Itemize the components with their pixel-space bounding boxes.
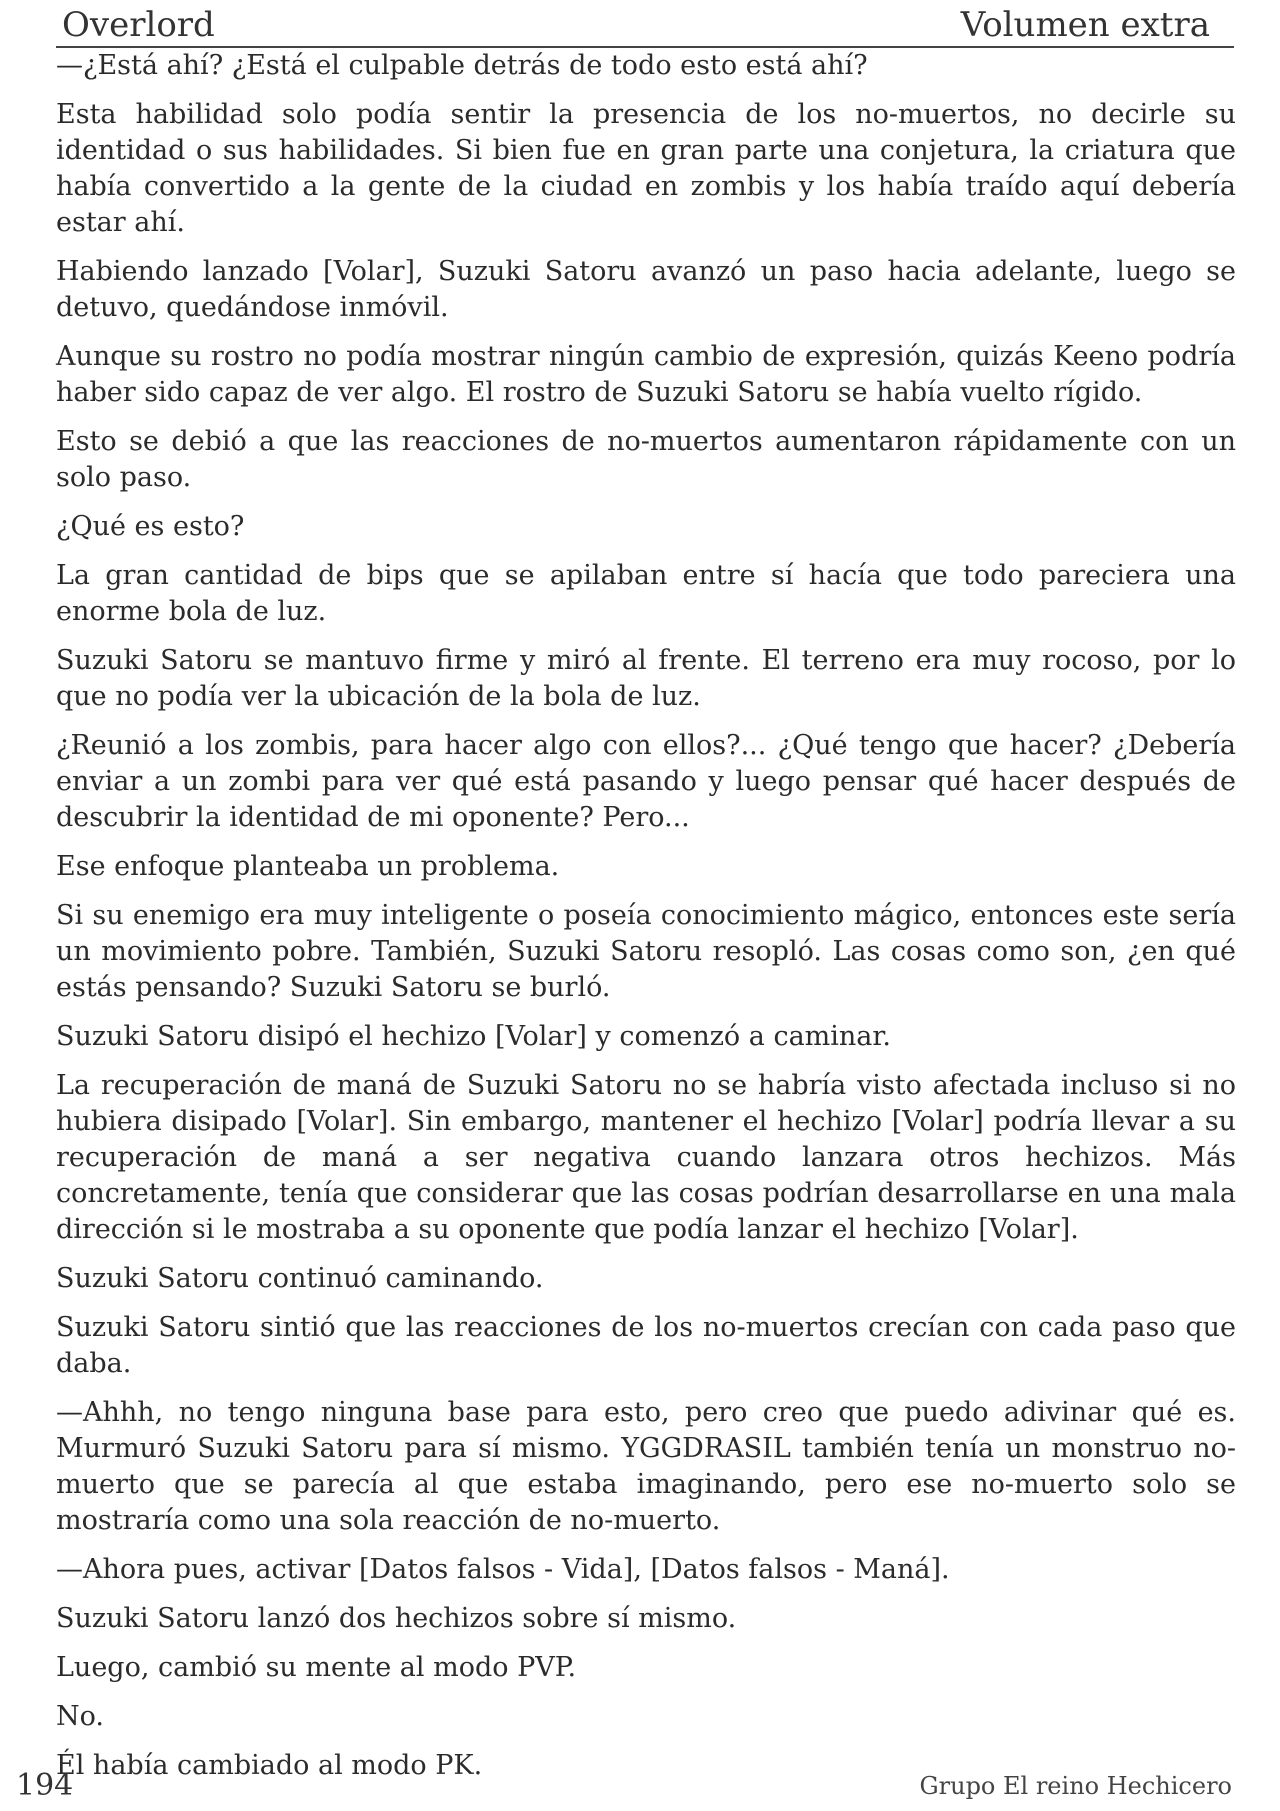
paragraph: Suzuki Satoru se mantuvo firme y miró al frente. El terreno era muy rocoso, por lo que no podía ver la ubicación de la bola de luz. bbox=[56, 645, 1236, 712]
paragraph: Suzuki Satoru sintió que las reacciones de los no-muertos crecían con cada paso que daba. bbox=[56, 1312, 1236, 1379]
translation-credit: Grupo El reino Hechicero bbox=[919, 1772, 1232, 1800]
paragraph: Luego, cambió su mente al modo PVP. bbox=[56, 1652, 577, 1683]
paragraph: La recuperación de maná de Suzuki Satoru no se habría visto afectada incluso si no hubiera disipado [Volar]. Sin embargo, mantener el hechizo [Volar] podría llevar a su recuperación de maná a ser negativa cuando lanzara otros hechizos. Más concretamente, tenía que considerar que las cosas podrían desarrollarse en una mala dirección si le mostraba a su oponente que podía lanzar el hechizo [Volar]. bbox=[56, 1070, 1236, 1245]
paragraph: Ese enfoque planteaba un problema. bbox=[56, 851, 560, 882]
paragraph: —¿Está ahí? ¿Está el culpable detrás de todo esto está ahí? bbox=[56, 50, 868, 81]
paragraph: —Ahhh, no tengo ninguna base para esto, pero creo que puedo adivinar qué es. Murmuró Suzuki Satoru para sí mismo. YGGDRASIL también tenía un monstruo no-muerto que se parecía al que estaba imaginando, pero ese no-muerto solo se mostraría como una sola reacción de no-muerto. bbox=[56, 1397, 1236, 1536]
page-footer bbox=[0, 1762, 1280, 1810]
paragraph: Suzuki Satoru disipó el hechizo [Volar] y comenzó a caminar. bbox=[56, 1021, 891, 1052]
volume-label: Volumen extra bbox=[960, 5, 1210, 45]
paragraph: ¿Reunió a los zombis, para hacer algo con ellos?... ¿Qué tengo que hacer? ¿Debería enviar a un zombi para ver qué está pasando y luego pensar qué hacer después de descubrir la identidad de mi oponente? Pero... bbox=[56, 730, 1236, 833]
paragraph: Esta habilidad solo podía sentir la presencia de los no-muertos, no decirle su identidad o sus habilidades. Si bien fue en gran parte una conjetura, la criatura que había convertido a la gente de la ciudad en zombis y los había traído aquí debería estar ahí. bbox=[56, 99, 1236, 238]
paragraph: Suzuki Satoru lanzó dos hechizos sobre sí mismo. bbox=[56, 1603, 737, 1634]
paragraph: Habiendo lanzado [Volar], Suzuki Satoru avanzó un paso hacia adelante, luego se detuvo, quedándose inmóvil. bbox=[56, 256, 1236, 323]
page-number: 194 bbox=[16, 1768, 74, 1803]
paragraph: Esto se debió a que las reacciones de no-muertos aumentaron rápidamente con un solo paso. bbox=[56, 426, 1236, 493]
paragraph: Él había cambiado al modo PK. bbox=[56, 1750, 483, 1781]
paragraph: La gran cantidad de bips que se apilaban entre sí hacía que todo pareciera una enorme bola de luz. bbox=[56, 560, 1236, 627]
book-title: Overlord bbox=[62, 5, 215, 45]
page-header bbox=[56, 4, 1234, 48]
paragraph: Suzuki Satoru continuó caminando. bbox=[56, 1263, 544, 1294]
paragraph: —Ahora pues, activar [Datos falsos - Vida], [Datos falsos - Maná]. bbox=[56, 1554, 950, 1585]
paragraph: ¿Qué es esto? bbox=[56, 511, 245, 542]
paragraph: Aunque su rostro no podía mostrar ningún cambio de expresión, quizás Keeno podría haber sido capaz de ver algo. El rostro de Suzuki Satoru se había vuelto rígido. bbox=[56, 341, 1236, 408]
paragraph: No. bbox=[56, 1701, 104, 1732]
page-body bbox=[56, 48, 1236, 1797]
paragraph: Si su enemigo era muy inteligente o poseía conocimiento mágico, entonces este sería un movimiento pobre. También, Suzuki Satoru resopló. Las cosas como son, ¿en qué estás pensando? Suzuki Satoru se burló. bbox=[56, 900, 1236, 1003]
